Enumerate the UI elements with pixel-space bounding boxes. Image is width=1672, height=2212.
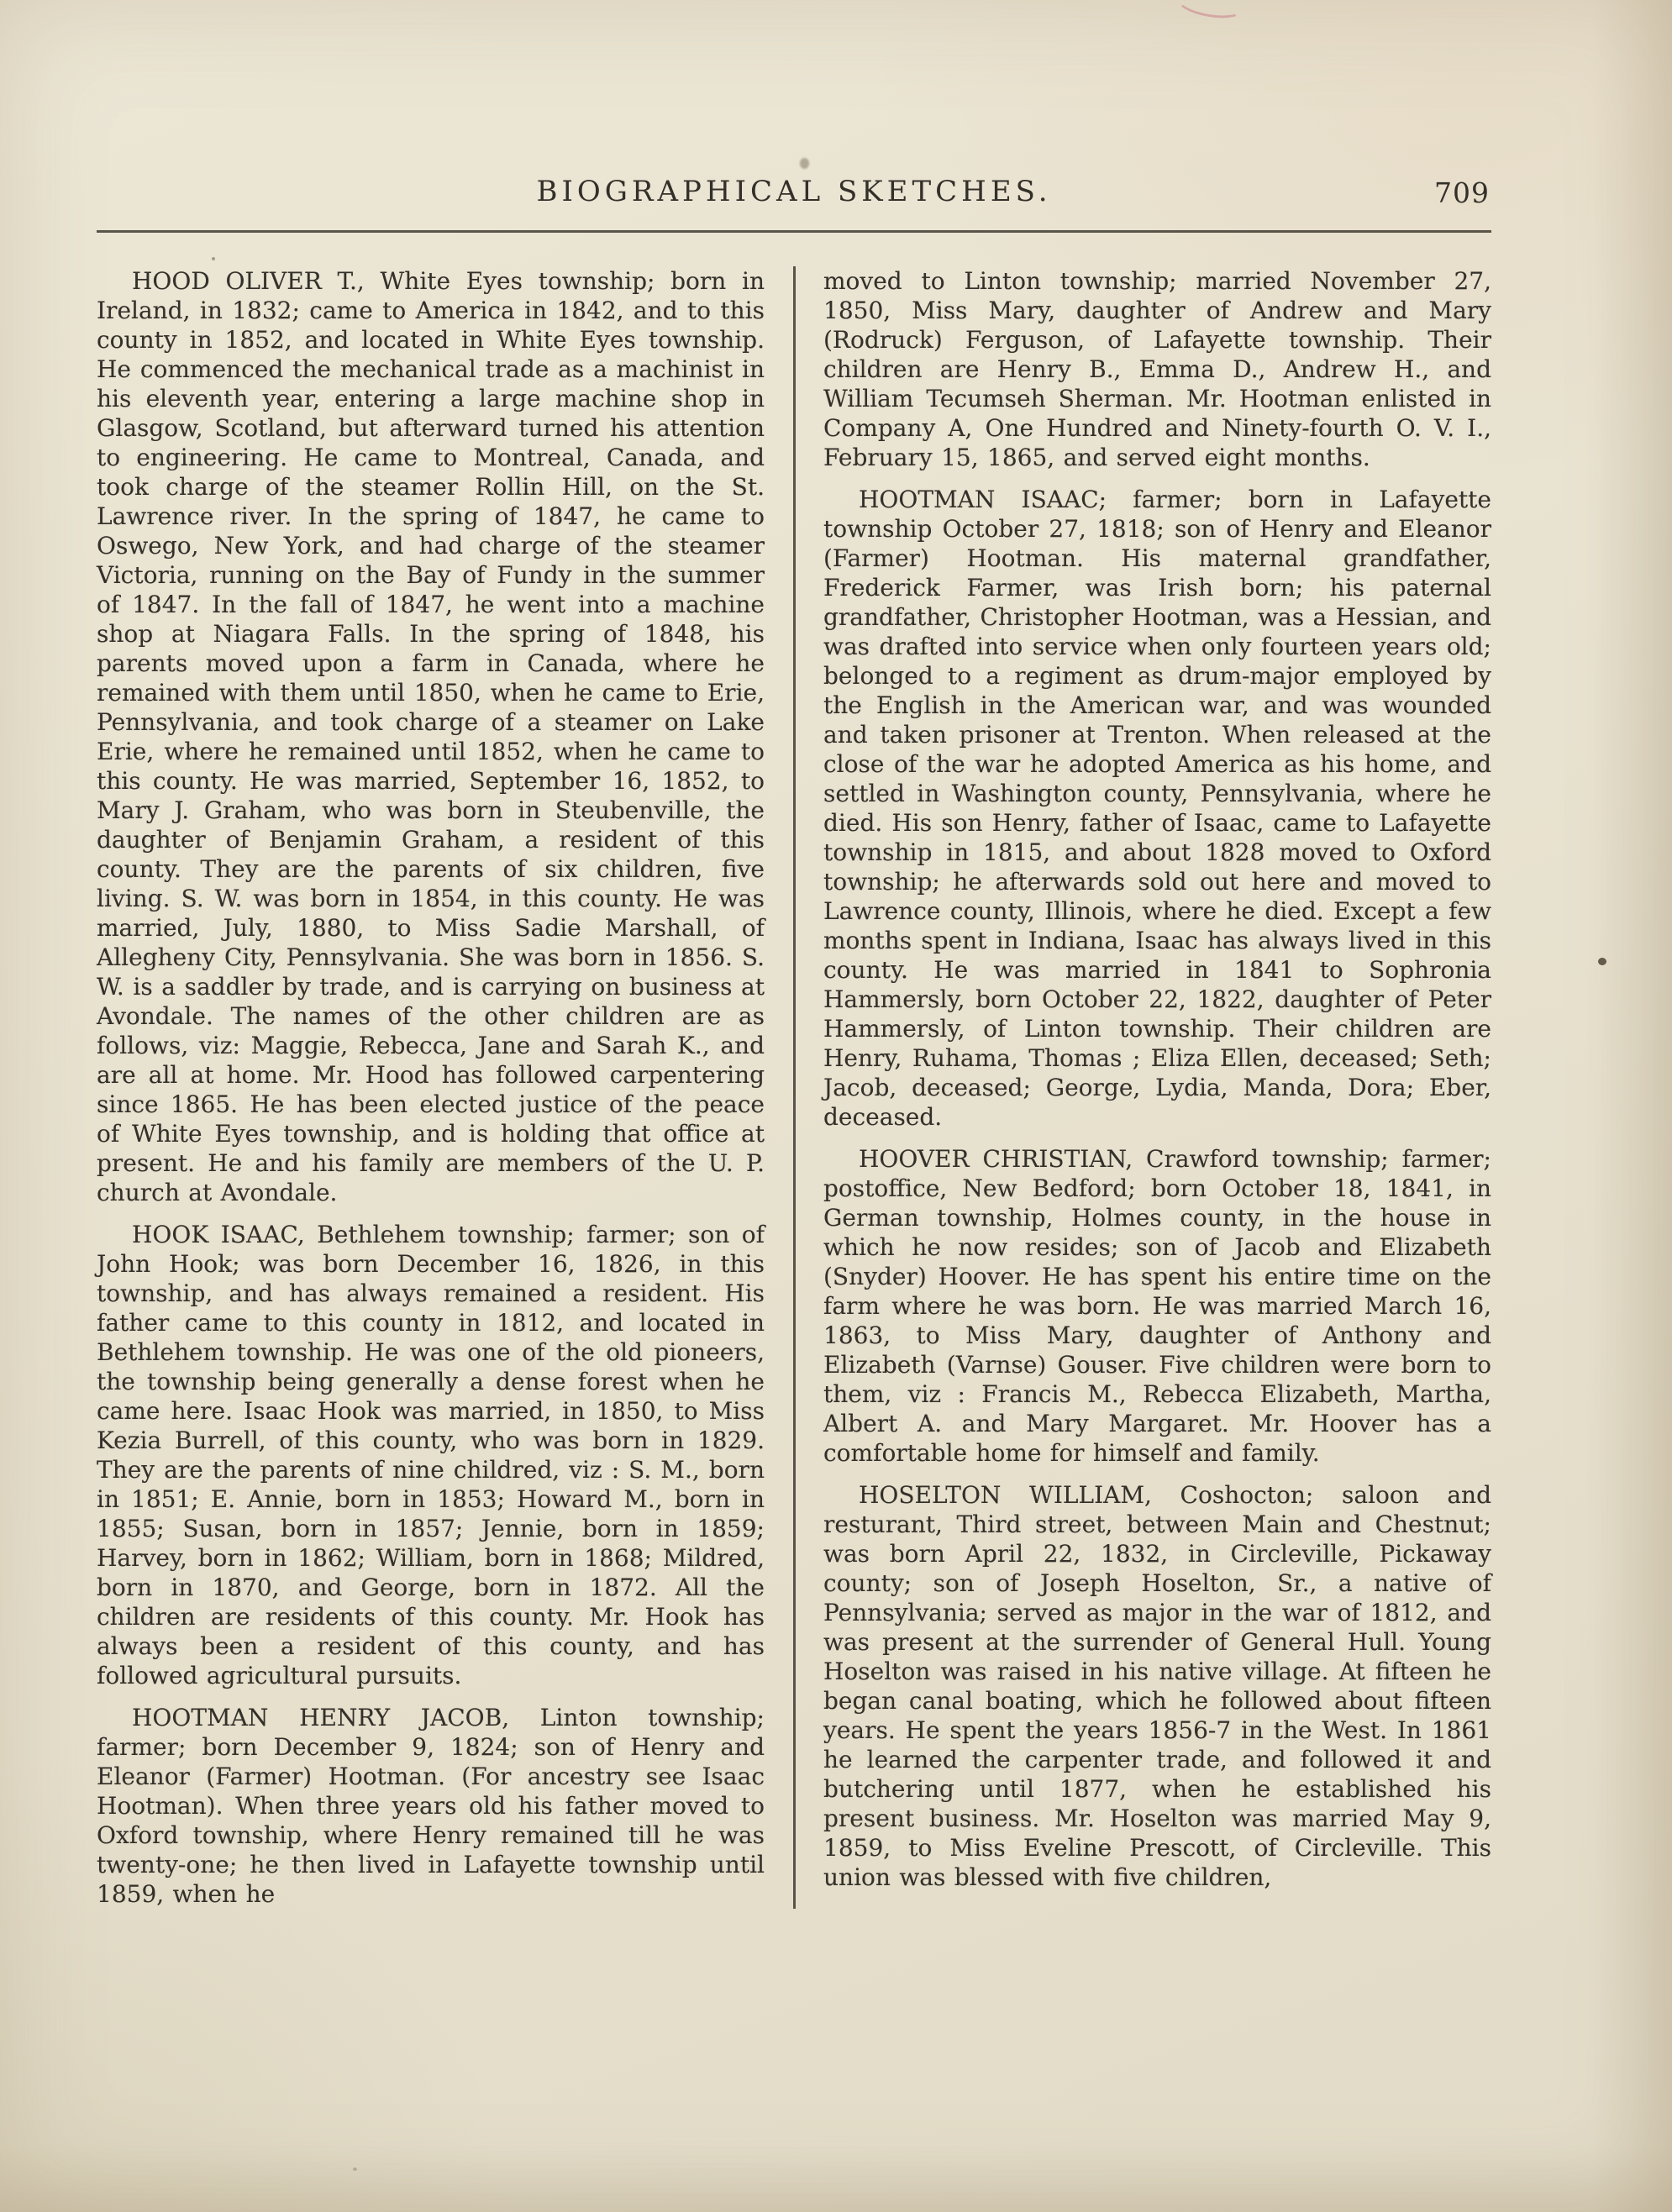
scan-artifact-smudge <box>800 158 809 169</box>
entry-hook-isaac: HOOK ISAAC, Bethlehem township; farmer; son of John Hook; was born December 16, 1826, in this township, and has always remained a resident. His father came to this county in 1812, and located in Bethlehem township. He was one of the old pioneers, the township being generally a dense forest when he came here. Isaac Hook was married, in 1850, to Miss Kezia Burrell, of this county, who was born in 1829. They are the parents of nine childred, viz : S. M., born in 1851; E. Annie, born in 1853; Howard M., born in 1855; Susan, born in 1857; Jennie, born in 1859; Harvey, born in 1862; William, born in 1868; Mildred, born in 1870, and George, born in 1872. All the children are residents of this county. Mr. Hook has always been a resident of this county, and has followed agricultural pursuits. <box>97 1221 765 1689</box>
scan-artifact-speck <box>353 2167 357 2171</box>
entry-hoover-christian: HOOVER CHRISTIAN, Crawford township; farmer; postoffice, New Bedford; born October 18, 1841, in German township, Holmes county, in the house in which he now resides; son of Jacob and Elizabeth (Snyder) Hoover. He has spent his entire time on the farm where he was born. He was married March 16, 1863, to Miss Mary, daughter of Anthony and Elizabeth (Varnse) Gouser. Five children were born to them, viz : Francis M., Rebecca Elizabeth, Martha, Albert A. and Mary Margaret. Mr. Hoover has a comfortable home for himself and family. <box>823 1145 1491 1467</box>
entry-hootman-isaac: HOOTMAN ISAAC; farmer; born in Lafayette township October 27, 1818; son of Henry and Eleanor (Farmer) Hootman. His maternal grandfather, Frederick Farmer, was Irish born; his paternal grandfather, Christopher Hootman, was a Hessian, and was drafted into service when only fourteen years old; belonged to a regiment as drum-major employed by the English in the American war, and was wounded and taken prisoner at Trenton. When released at the close of the war he adopted America as his home, and settled in Washington county, Pennsylvania, where he died. His son Henry, father of Isaac, came to Lafayette township in 1815, and about 1828 moved to Oxford township; he afterwards sold out here and moved to Lawrence county, Illinois, where he died. Except a few months spent in Indiana, Isaac has always lived in this county. He was married in 1841 to Sophronia Hammersly, born October 22, 1822, daughter of Peter Hammersly, of Linton township. Their children are Henry, Ruhama, Thomas ; Eliza Ellen, deceased; Seth; Jacob, deceased; George, Lydia, Manda, Dora; Eber, deceased. <box>823 486 1491 1131</box>
page-content <box>97 175 1491 1909</box>
entry-hoselton-william: HOSELTON WILLIAM, Coshocton; saloon and resturant, Third street, between Main and Chestnut; was born April 22, 1832, in Circleville, Pickaway county; son of Joseph Hoselton, Sr., a native of Pennsylvania; served as major in the war of 1812, and was present at the surrender of General Hull. Young Hoselton was raised in his native village. At fifteen he began canal boating, which he followed about fifteen years. He spent the years 1856-7 in the West. In 1861 he learned the carpenter trade, and followed it and butchering until 1877, when he established his present business. Mr. Hoselton was married May 9, 1859, to Miss Eveline Prescott, of Circleville. This union was blessed with five children, <box>823 1481 1491 1891</box>
right-column <box>823 266 1491 1909</box>
text-columns <box>97 266 1491 1909</box>
column-divider-rule <box>793 266 796 1909</box>
entry-hootman-henry-jacob: HOOTMAN HENRY JACOB, Linton township; farmer; born December 9, 1824; son of Henry and Eleanor (Farmer) Hootman. (For ancestry see Isaac Hootman). When three years old his father moved to Oxford township, where Henry remained till he was twenty-one; he then lived in Lafayette township until 1859, when he <box>97 1704 765 1908</box>
entry-hootman-henry-jacob-continued: moved to Linton township; married November 27, 1850, Miss Mary, daughter of Andrew and Mary (Rodruck) Ferguson, of Lafayette township. Their children are Henry B., Emma D., Andrew H., and William Tecumseh Sherman. Mr. Hootman enlisted in Company A, One Hundred and Ninety-fourth O. V. I., February 15, 1865, and served eight months. <box>823 267 1491 471</box>
left-column <box>97 266 765 1909</box>
header-rule <box>97 230 1491 233</box>
scan-artifact-pink-mark <box>1175 0 1245 23</box>
scan-edge-shading-right <box>1592 0 1672 2212</box>
running-head-title: BIOGRAPHICAL SKETCHES. <box>536 175 1052 208</box>
page-number: 709 <box>1434 176 1490 209</box>
scan-edge-shading-bottom <box>0 2145 1672 2212</box>
entry-hood-oliver-t: HOOD OLIVER T., White Eyes township; born in Ireland, in 1832; came to America in 1842, and to this county in 1852, and located in White Eyes township. He commenced the mechanical trade as a machinist in his eleventh year, entering a large machine shop in Glasgow, Scotland, but afterward turned his attention to engineering. He came to Montreal, Canada, and took charge of the steamer Rollin Hill, on the St. Lawrence river. In the spring of 1847, he came to Oswego, New York, and had charge of the steamer Victoria, running on the Bay of Fundy in the summer of 1847. In the fall of 1847, he went into a machine shop at Niagara Falls. In the spring of 1848, his parents moved upon a farm in Canada, where he remained with them until 1850, when he came to Erie, Pennsylvania, and took charge of a steamer on Lake Erie, where he remained until 1852, when he came to this county. He was married, September 16, 1852, to Mary J. Graham, who was born in Steubenville, the daughter of Benjamin Graham, a resident of this county. They are the parents of six children, five living. S. W. was born in 1854, in this county. He was married, July, 1880, to Miss Sadie Marshall, of Allegheny City, Pennsylvania. She was born in 1856. S. W. is a saddler by trade, and is carrying on business at Avondale. The names of the other children are as follows, viz: Maggie, Rebecca, Jane and Sarah K., and are all at home. Mr. Hood has followed carpentering since 1865. He has been elected justice of the peace of White Eyes township, and is holding that office at present. He and his family are members of the U. P. church at Avondale. <box>97 267 765 1206</box>
page-header <box>97 175 1491 213</box>
scan-artifact-ink-dot <box>1598 958 1606 965</box>
